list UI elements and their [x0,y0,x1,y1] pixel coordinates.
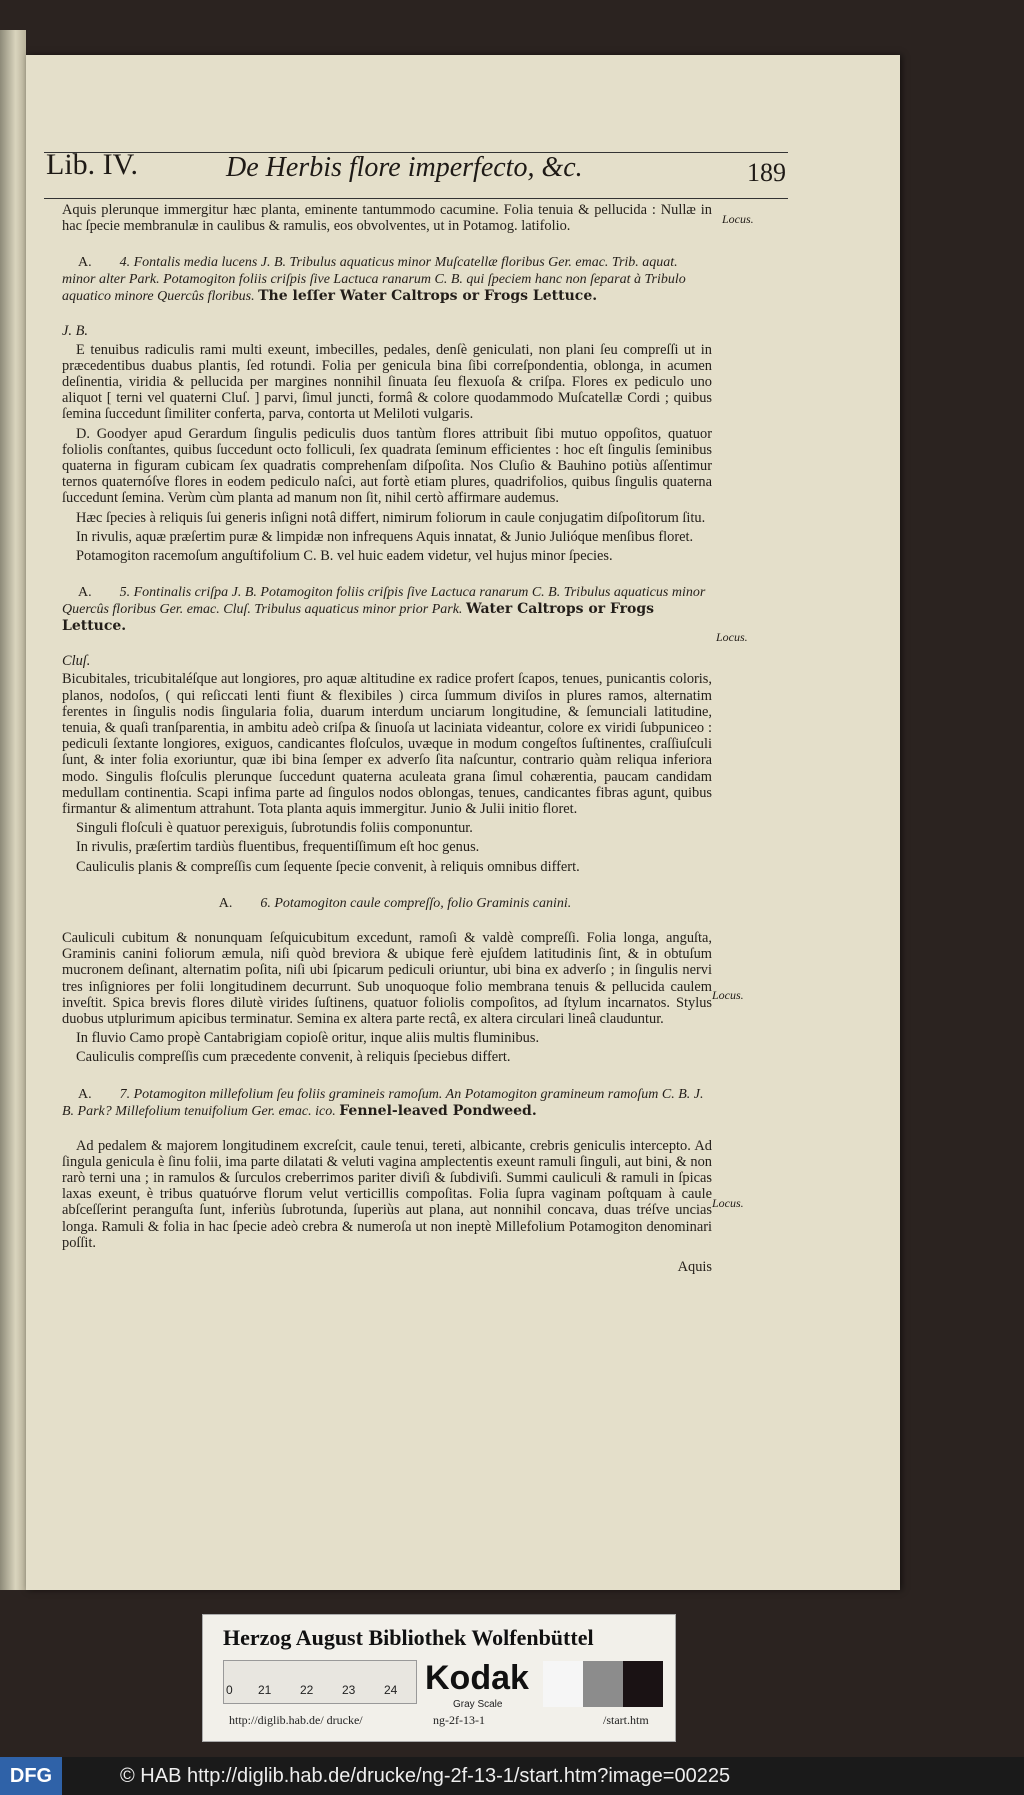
target-url-end: /start.htm [603,1713,649,1727]
paragraph: Singuli floſculi è quatuor perexiguis, ſubrotundis foliis componuntur. [76,820,473,837]
source-abbreviation: J. B. [62,323,88,340]
paragraph: Ad pedalem & majorem longitudinem excreſcit, caule tenui, tereti, albicante, crebris geniculis intercepto. Ad ſingula genicula è ſinu folii, ima parte dilatati & veluti vagina amplectentis exeunt ramuli ſinguli, aut bini, & non rarò terni una ; in ramulos & ſurculos creberrimos pariter diviſi & ſubdiviſi. Summi cauliculi & ramuli in ſpicas laxas exeunt, è tribus quatuórve florum velut verticillis compoſitas. Folia ſupra vaginam poſtquam à caule abſceſſerint peranguſta ſunt, inferiùs ſubrotunda, ſuperiùs aut plana, aut nonnihil concava, duas tréſve uncias longa. Ramuli & folia in hac ſpecie adeò crebra & numeroſa ut non ineptè Millefolium Potamogiton denominari poſſit. [62,1137,712,1251]
library-name: Herzog August Bibliothek Wolfenbüttel [223,1625,594,1650]
margin-note-locus: Locus. [716,630,748,644]
entry-heading-4 [62,254,712,305]
color-target-card [202,1614,676,1742]
paragraph: In rivulis, præſertim tardiùs fluentibus, frequentiſſimum eſt hoc genus. [76,839,480,856]
running-head [46,148,786,196]
scale-number: 23 [342,1683,356,1697]
paragraph: D. Goodyer apud Gerardum ſingulis pediculis duos tantùm flores attribuit ſibi mutuo oppoſitos, quatuor foliolis conſtantes, quibus ſuccedunt octo folliculi, ſex quadrata ſeminum efficientes : hoc eſt ſingulis ſeminibus quaterna in figuram cubicam ſex quadratis comprehenſam diſpoſita. Nos Cluſio & Bauhino potiùs aſſentimur ternos quaternóſve flores in eodem pediculo naſci, aut fortè etiam plures, quadrifolios, quibus ſingulis quaterna ſuccedunt ſemina. Verùm cùm planta ad manum non ſit, nihil certò affirmare audemus. [62,425,712,507]
page-body [62,202,712,1278]
entry-heading-7 [62,1086,712,1120]
gray-swatch [623,1661,663,1707]
entry-synonyms: 5. Fontinalis criſpa J. B. Potamogiton foliis criſpis ſive Lactuca ranarum C. B. Tribulus aquaticus minor Quercûs floribus Ger. emac. Cluſ. Tribulus aquaticus minor prior Park. [62,585,706,618]
running-title: De Herbis flore imperfecto, &c. [226,152,583,183]
paragraph: In fluvio Camo propè Cantabrigiam copioſè oritur, inque aliis multis fluminibus. [76,1030,540,1047]
paragraph: Aquis plerunque immergitur hæc planta, eminente tantummodo cacumine. Folia tenuia & pellucida : Nullæ in hac ſpecie membranulæ in caulibus & ramulis, eos obvolventes, ut in Potamog. latifolio. [62,202,712,235]
dfg-logo: DFG [0,1757,62,1795]
english-name: Water Caltrops or Frogs Lettuce. [62,601,655,635]
margin-note-locus: Locus. [722,212,754,226]
margin-note-locus: Locus. [712,988,744,1002]
scale-number: 22 [300,1683,314,1697]
gray-swatch [583,1661,623,1707]
entry-synonyms: 6. Potamogiton caule compreſſo, folio Graminis canini. [260,895,572,911]
gray-swatch [543,1661,583,1707]
header-rule-bottom [44,198,788,199]
english-name: The leſſer Water Caltrops or Frogs Lettuce. [258,288,598,305]
copyright-url[interactable]: © HAB http://diglib.hab.de/drucke/ng-2f-13-1/start.htm?image=00225 [120,1765,731,1787]
target-id: ng-2f-13-1 [433,1713,485,1727]
paragraph: Cauliculis planis & compreſſis cum ſequente ſpecie convenit, à reliquis omnibus differt. [76,858,580,875]
entry-letter: A. [218,895,233,911]
margin-note-locus: Locus. [712,1196,744,1210]
ruler-scale [223,1660,417,1704]
entry-letter: A. [78,255,92,271]
facing-page-edge [0,30,26,1590]
entry-heading-5 [62,584,712,635]
paragraph: Potamogiton racemoſum anguſtifolium C. B. vel huic eadem videtur, vel hujus minor ſpecies. [76,548,613,565]
entry-letter: A. [78,585,92,601]
book-number: Lib. IV. [46,148,138,181]
footer-bar [0,1757,1024,1795]
kodak-logo: Kodak [425,1659,529,1697]
entry-heading-6 [62,895,712,912]
gray-scale-label: Gray Scale [453,1699,503,1710]
scale-number: 21 [258,1683,272,1697]
paragraph: In rivulis, aquæ præſertim puræ & limpidæ non infrequens Aquis innatat, & Junio Julióque menſibus floret. [76,528,694,545]
entry-synonyms: 4. Fontalis media lucens J. B. Tribulus aquaticus minor Muſcatellæ floribus Ger. emac. Trib. aquat. minor alter Park. Potamogiton foliis criſpis ſive Lactuca ranarum C. B. qui ſpeciem hanc non ſeparat à Tribulo aquatico minore Quercûs floribus. [62,255,686,305]
paragraph: Hæc ſpecies à reliquis ſui generis inſigni notâ differt, nimirum foliorum in caule conjugatim diſpoſitorum ſitu. [76,509,706,526]
catchword: Aquis [677,1258,712,1275]
scale-number: 0 [226,1683,233,1697]
entry-synonyms: 7. Potamogiton millefolium ſeu foliis gramineis ramoſum. An Potamogiton gramineum ramoſum C. B. J. B. Park? Millefolium tenuifolium Ger. emac. ico. [62,1086,704,1119]
target-url: http://diglib.hab.de/ drucke/ [229,1713,363,1727]
paragraph: Cauliculi cubitum & nonunquam ſeſquicubitum excedunt, ramoſi & valdè compreſſi. Folia longa, anguſta, Graminis canini foliorum æmula, niſi quòd breviora & ubique ferè ejuſdem latitudinis ſint, & in obtuſum mucronem deſinant, alternatim poſita, niſi ubi ſpicarum pediculi oriuntur, ubi bina ex adverſo ; in ſingulis nervi tres inſigniores per folii longitudinem decurrunt. Sub unoquoque folio membrana tenuis & pellucida caulem inveſtit. Spica brevis flores dilutè virides ſuſtinens, quatuor foliolis compoſitos, ad ſtylum incarnatos. Stylus duobus utplurimum apicibus terminatur. Semina ex altera parte rectâ, ex altera circulari lineâ clauduntur. [62,929,712,1027]
page-number: 189 [747,158,786,187]
paragraph: Cauliculis compreſſis cum præcedente convenit, à reliquis ſpeciebus differt. [76,1049,511,1066]
paragraph: Bicubitales, tricubitaléſque aut longiores, pro aquæ altitudine ex radice profert ſcapos, tenues, punicantis coloris, planos, nodoſos, ( qui reſiccati lenti fiunt & flexibiles ) circa ſummum diviſos in plures ramos, alternatim ferentes in ſingulis nodis ſingularia folia, duarum interdum unciarum longitudine, & ſemunciali latitudine, tenuia, & quaſi tranſparentia, in ambitu adeò criſpa & ſinuoſa ut laciniata videantur, colore ex viridi ſubpuniceo : pediculi ſextante longiores, exiguos, candicantes floſculos, uvæque in modum congeſtos ſuſtinentes, craſſiuſculi ſunt, & inter folia exoriuntur, quæ ibi bina ſemper ex adverſo ſita naſcuntur, contrario quàm reliqua inferiora modo. Singulis floſculis plerunque ſuccedunt quaterna aculeata grana ſimul cohærentia, paucam candidam medullam continentia. Scapi infima parte ad ſingulos nodos oblongas, tenues, candicantes fibras agunt, quibus firmantur & alimentum attrahunt. Tota planta aquis immergitur. Junio & Julii initio floret. [62,671,712,818]
scale-number: 24 [384,1683,398,1697]
source-abbreviation: Cluſ. [62,653,91,670]
english-name: Fennel-leaved Pondweed. [339,1102,537,1119]
paragraph: E tenuibus radiculis rami multi exeunt, imbecilles, pedales, denſè geniculati, non plani ſeu compreſſi ut in præcedentibus duabus plantis, ſed rotundi. Folia per genicula bina ſibi correſpondentia, oblonga, in acumen deſinentia, viridia & pellucida per margines nonnihil ſinuata ſeu flexuoſa & criſpa. Flores ex pediculo uno aliquot [ terni vel quaterni Cluſ. ] parvi, ſimul juncti, formâ & colore quodammodo Muſcatellæ Cordi ; quibus ſemina ſuccedunt ſimiliter conferta, parva, contorta ut Meliloti vulgaris. [62,341,712,423]
entry-letter: A. [78,1086,92,1102]
